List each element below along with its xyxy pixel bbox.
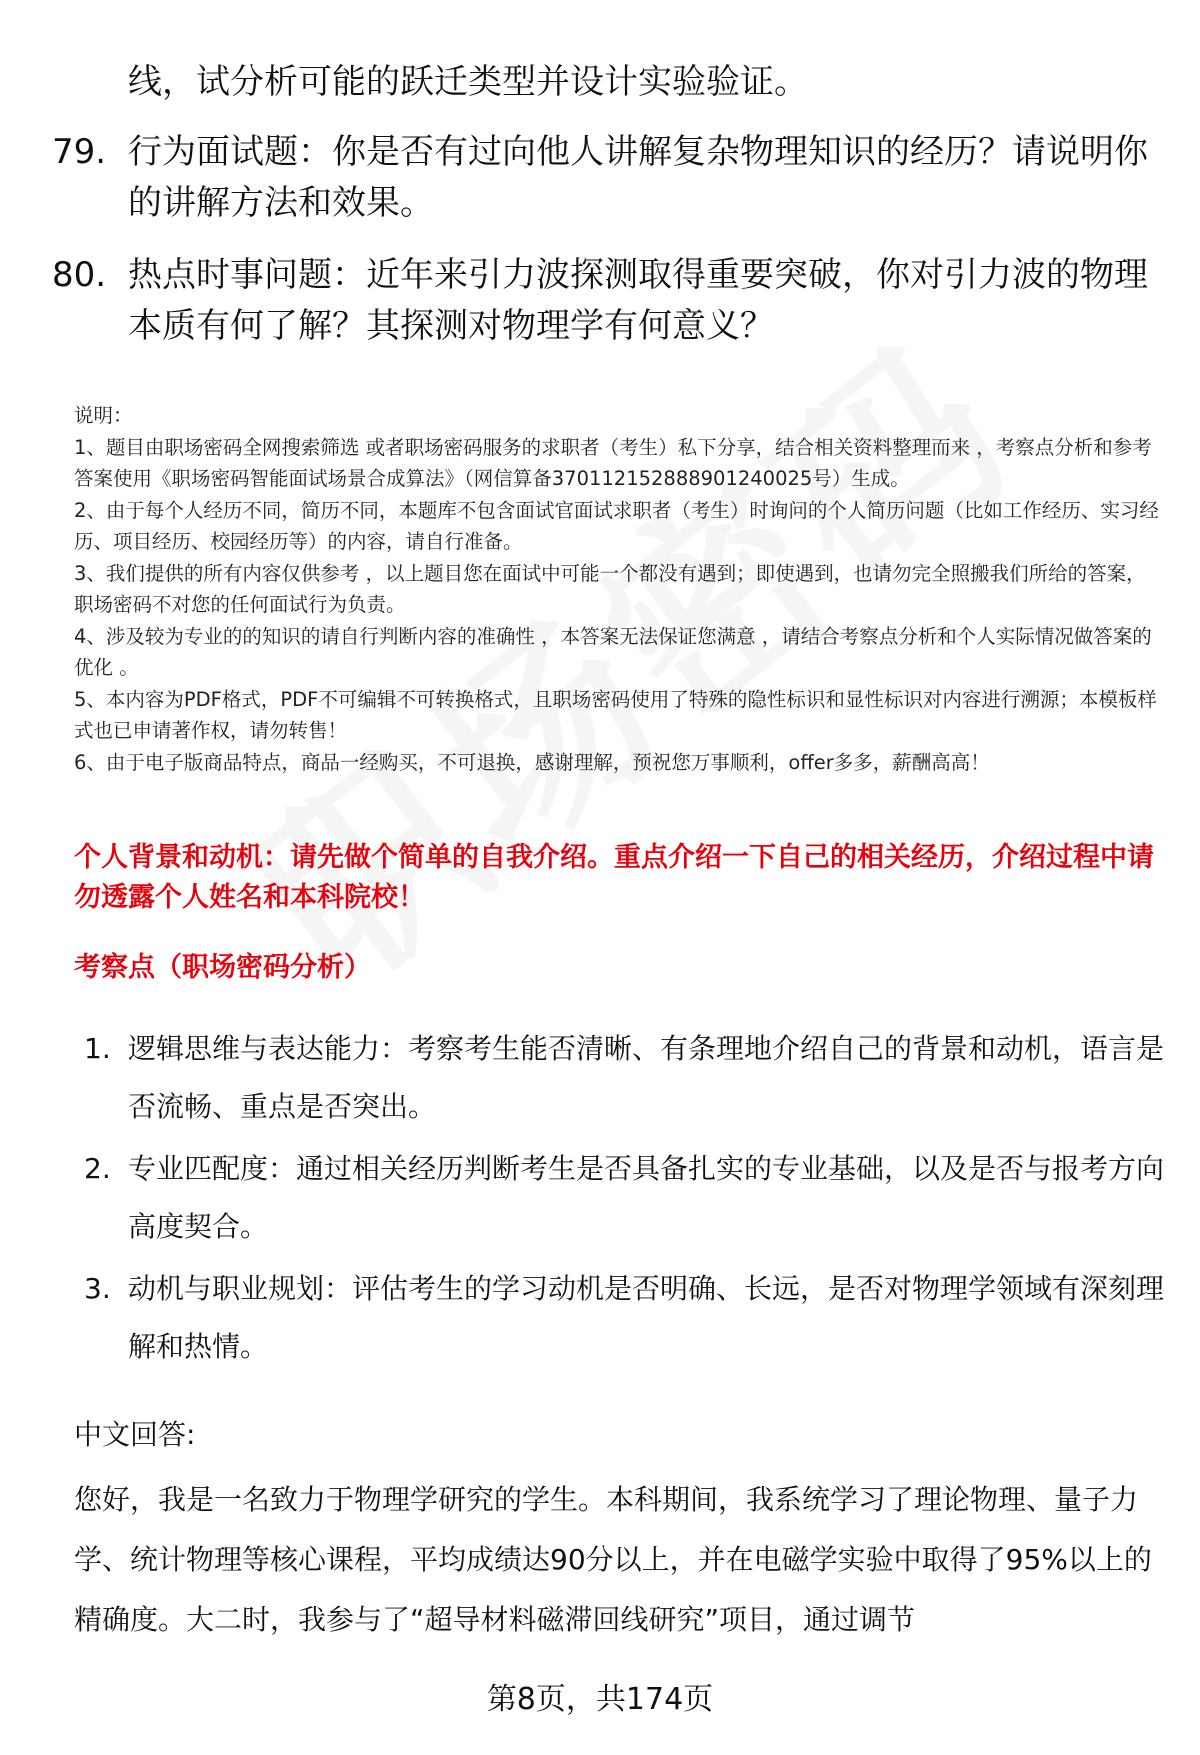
analysis-points — [84, 1020, 1164, 1380]
note-item: 3、我们提供的所有内容仅供参考 ，以上题目您在面试中可能一个都没有遇到；即使遇到，也请勿完全照搬我们所给的答案，职场密码不对您的任何面试行为负责。 — [74, 561, 1146, 616]
answer-text: 您好，我是一名致力于物理学研究的学生。本科期间，我系统学习了理论物理、量子力学、统计物理等核心课程，平均成绩达90分以上，并在电磁学实验中取得了95%以上的精确度。大二时，我参与了“超导材料磁滞回线研究”项目，通过调节 — [74, 1483, 1152, 1636]
question-text: 行为面试题：你是否有过向他人讲解复杂物理知识的经历？请说明你的讲解方法和效果。 — [128, 132, 1148, 223]
question-item — [52, 127, 1152, 229]
note-item: 5、本内容为PDF格式，PDF不可编辑不可转换格式，且职场密码使用了特殊的隐性标识和显性标识对内容进行溯源；本模板样式也已申请著作权，请勿转售！ — [74, 687, 1157, 742]
note-item: 2、由于每个人经历不同，简历不同，本题库不包含面试官面试求职者（考生）时询问的个人简历问题（比如工作经历、实习经历、项目经历、校园经历等）的内容，请自行准备。 — [74, 498, 1159, 553]
analysis-point — [84, 1140, 1164, 1256]
point-text: 逻辑思维与表达能力：考察考生能否清晰、有条理地介绍自己的背景和动机，语言是否流畅、重点是否突出。 — [128, 1032, 1165, 1123]
current-question: 个人背景和动机：请先做个简单的自我介绍。重点介绍一下自己的相关经历，介绍过程中请勿透露个人姓名和本科院校！ — [74, 842, 1154, 913]
question-text: 热点时事问题：近年来引力波探测取得重要突破，你对引力波的物理本质有何了解？其探测对物理学有何意义？ — [128, 255, 1148, 346]
point-text: 动机与职业规划：评估考生的学习动机是否明确、长远，是否对物理学领域有深刻理解和热情。 — [128, 1272, 1165, 1363]
note-item: 6、由于电子版商品特点，商品一经购买，不可退换，感谢理解，预祝您万事顺利，offer多多，薪酬高高！ — [74, 750, 990, 774]
analysis-heading: 考察点（职场密码分析） — [74, 952, 371, 983]
notes-heading: 说明： — [74, 404, 133, 427]
page-footer: 第8页，共174页 — [486, 1682, 714, 1717]
note-item: 4、涉及较为专业的的知识的请自行判断内容的准确性 ，本答案无法保证您满意 ，请结合考察点分析和个人实际情况做答案的优化 。 — [74, 624, 1152, 679]
answer-label: 中文回答: — [74, 1418, 196, 1451]
point-text: 专业匹配度：通过相关经历判断考生是否具备扎实的专业基础，以及是否与报考方向高度契合。 — [128, 1152, 1165, 1243]
question-number: 80. — [52, 255, 107, 295]
point-number: 3. — [84, 1272, 111, 1305]
point-number: 1. — [84, 1032, 111, 1065]
analysis-point — [84, 1020, 1164, 1136]
continued-question-line: 线，试分析可能的跃迁类型并设计实验验证。 — [128, 62, 808, 102]
note-item: 1、题目由职场密码全网搜索筛选 或者职场密码服务的求职者（考生）私下分享，结合相关资料整理而来 ，考察点分析和参考答案使用《职场密码智能面试场景合成算法》（网信算备370112152888901240025号）生成。 — [74, 435, 1152, 490]
question-number: 79. — [52, 132, 107, 172]
analysis-point — [84, 1260, 1164, 1376]
point-number: 2. — [84, 1152, 111, 1185]
disclaimer-notes — [74, 400, 1164, 778]
question-item — [52, 250, 1152, 352]
